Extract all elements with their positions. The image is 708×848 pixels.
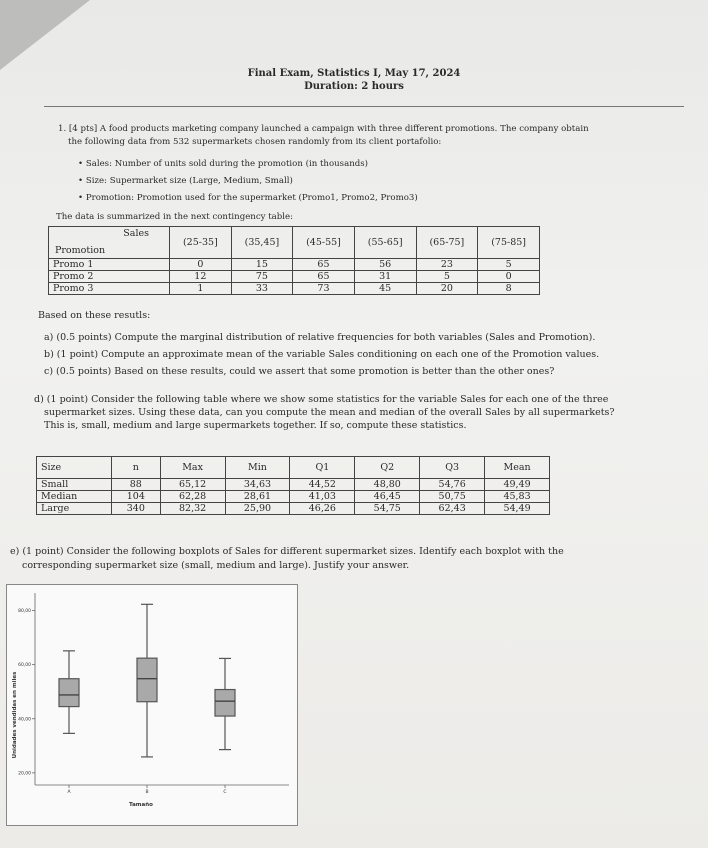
table-row [49,259,540,271]
header-rule [44,106,684,107]
table-cell: 65,12 [160,479,225,491]
table-cell: 54,76 [420,479,485,491]
bullet-size-text: Size: Supermarket size (Large, Medium, Small) [85,176,293,186]
part-d-line-2: supermarket sizes. Using these data, can you compute the mean and median of the overall Sales by all supermarkets? [44,407,615,418]
boxplot-B [137,604,157,757]
table-row [37,503,550,515]
iqr-box [137,658,157,702]
x-tick-label: C [223,790,227,795]
exam-duration: Duration: 2 hours [304,81,404,92]
stats-header: Q2 [355,457,420,479]
table-cell: 0 [478,271,540,283]
table-cell: 45 [354,283,416,295]
contingency-table [48,226,540,295]
table-cell: 62,28 [160,491,225,503]
corner-sales-label: Sales [123,228,149,239]
table-cell: 65 [293,271,355,283]
table-cell: 46,45 [355,491,420,503]
y-tick-label: 80,00 [18,609,31,615]
row-label: Small [37,479,112,491]
boxplot-C [215,658,235,749]
table-cell: 34,63 [225,479,290,491]
table-cell: 8 [478,283,540,295]
table-cell: 15 [231,259,292,271]
table-cell: 50,75 [420,491,485,503]
table-cell: 62,43 [420,503,485,515]
table-cell: 20 [416,283,478,295]
intro-line-1: 1. [4 pts] A food products marketing company launched a campaign with three different promotions. The company obtain [58,124,589,134]
row-label: Promo 3 [49,283,170,295]
col-header: (45-55] [293,227,355,259]
part-a-text: a) (0.5 points) Compute the marginal distribution of relative frequencies for both variables (Sales and Promotion). [44,332,596,343]
part-e-line-1: e) (1 point) Consider the following boxplots of Sales for different supermarket sizes. Identify each boxplot with the [10,546,564,557]
table-row [49,271,540,283]
part-c-text: c) (0.5 points) Based on these results, could we assert that some promotion is better than the other ones? [44,366,555,377]
page-shadow [0,0,90,70]
stats-header: Size [37,457,112,479]
bullet-size: • Size: Supermarket size (Large, Medium, Small) [78,176,293,186]
table-cell: 54,75 [355,503,420,515]
part-d-line-1: d) (1 point) Consider the following table where we show some statistics for the variable Sales for each one of the three [34,394,609,405]
table-cell: 104 [112,491,161,503]
table-cell: 0 [170,259,232,271]
iqr-box [59,679,79,707]
x-tick-label: B [145,790,149,795]
boxplot-A [59,651,79,734]
table-cell: 31 [354,271,416,283]
bullet-promotion-text: Promotion: Promotion used for the supermarket (Promo1, Promo2, Promo3) [85,193,418,203]
table-row [37,479,550,491]
row-label: Promo 2 [49,271,170,283]
table-cell: 12 [170,271,232,283]
col-header: (65-75] [416,227,478,259]
stats-header: Max [160,457,225,479]
table-cell: 33 [231,283,292,295]
table-cell: 5 [416,271,478,283]
table-cell: 23 [416,259,478,271]
bullet-sales-text: Sales: Number of units sold during the promotion (in thousands) [85,159,369,169]
x-axis-label: Tamaño [129,802,153,808]
y-tick-label: 20,00 [18,771,31,777]
table-cell: 46,26 [290,503,355,515]
col-header: (55-65] [354,227,416,259]
table-intro: The data is summarized in the next contingency table: [56,212,294,222]
row-label: Promo 1 [49,259,170,271]
bullet-promotion: • Promotion: Promotion used for the supermarket (Promo1, Promo2, Promo3) [78,193,418,203]
table-row [49,283,540,295]
table-cell: 48,80 [355,479,420,491]
iqr-box [215,690,235,717]
row-label: Large [37,503,112,515]
exam-title: Final Exam, Statistics I, May 17, 2024 [247,68,461,79]
contingency-corner [49,227,170,259]
part-e-line-2: corresponding supermarket size (small, medium and large). Justify your answer. [22,560,410,571]
table-cell: 54,49 [485,503,550,515]
table-cell: 88 [112,479,161,491]
y-axis-label: Unidades vendidas en miles [12,671,18,759]
part-d-line-3: This is, small, medium and large supermarkets together. If so, compute these statistics. [44,420,467,431]
table-cell: 28,61 [225,491,290,503]
chart-boxes [59,604,235,757]
x-tick-label: A [67,790,71,795]
corner-promotion-label: Promotion [55,245,106,256]
based-on-text: Based on these resutls: [38,310,151,321]
y-tick-label: 40,00 [18,717,31,723]
table-cell: 56 [354,259,416,271]
table-cell: 44,52 [290,479,355,491]
table-cell: 75 [231,271,292,283]
table-cell: 1 [170,283,232,295]
col-header: (35,45] [231,227,292,259]
stats-header: n [112,457,161,479]
y-tick-label: 60,00 [18,663,31,669]
stats-header: Q1 [290,457,355,479]
table-cell: 82,32 [160,503,225,515]
table-cell: 65 [293,259,355,271]
table-cell: 49,49 [485,479,550,491]
stats-table [36,456,550,515]
table-cell: 25,90 [225,503,290,515]
col-header: (75-85] [478,227,540,259]
table-cell: 73 [293,283,355,295]
stats-header: Q3 [420,457,485,479]
bullet-sales: • Sales: Number of units sold during the promotion (in thousands) [78,159,369,169]
col-header: (25-35] [170,227,232,259]
table-cell: 340 [112,503,161,515]
table-row [37,491,550,503]
table-cell: 45,83 [485,491,550,503]
boxplot-chart [6,584,298,826]
stats-header: Min [225,457,290,479]
part-b-text: b) (1 point) Compute an approximate mean of the variable Sales conditioning on each one of the Promotion values. [44,349,600,360]
table-cell: 5 [478,259,540,271]
intro-line-2: the following data from 532 supermarkets chosen randomly from its client portafolio: [68,137,442,147]
stats-header: Mean [485,457,550,479]
row-label: Median [37,491,112,503]
table-cell: 41,03 [290,491,355,503]
